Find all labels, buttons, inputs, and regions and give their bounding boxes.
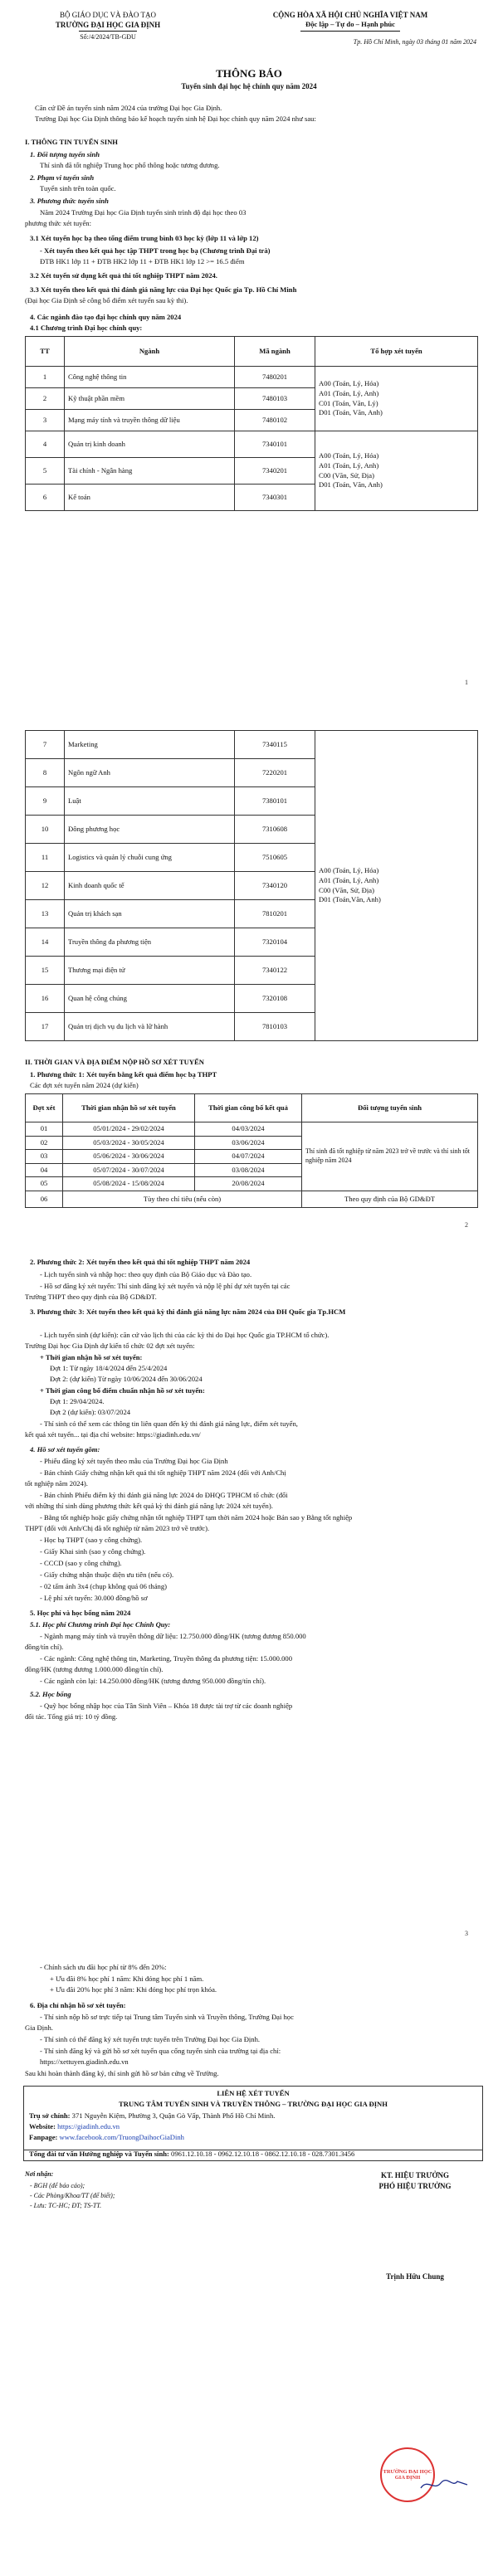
cell-code: 7310608 — [235, 816, 315, 844]
address-item: - Thí sinh có thể đăng ký xét tuyển trực tuyến trên Trường Đại học Gia Định. — [40, 2035, 261, 2043]
doc-item: - Bản chính Phiếu điểm kỳ thi đánh giá năng lực 2024 do ĐHQG TPHCM tổ chức (đối — [40, 1491, 288, 1499]
doc-item: - 02 tấm ảnh 3x4 (chụp không quá 06 tháng) — [40, 1582, 167, 1590]
cell-result: 04/03/2024 — [195, 1122, 302, 1137]
motto-underline — [300, 31, 400, 32]
cell-major: Quan hệ công chúng — [65, 985, 235, 1013]
combo-item: C00 (Văn, Sử, Địa) — [319, 470, 374, 480]
heading-2-2: 2. Phương thức 2: Xét tuyển theo kết quả thi tốt nghiệp THPT năm 2024 — [30, 1258, 251, 1266]
cell-tt: 8 — [26, 759, 65, 787]
cell-major: Quản trị khách sạn — [65, 900, 235, 928]
para-1-3b: phương thức xét tuyển: — [25, 219, 91, 227]
signature-title-1: KT. HIỆU TRƯỞNG — [380, 2171, 450, 2179]
combo-item: D01 (Toán,Văn, Anh) — [319, 895, 381, 904]
contact-fb-label: Fanpage: — [29, 2133, 58, 2141]
ministry-name: BỘ GIÁO DỤC VÀ ĐÀO TẠO — [60, 11, 156, 19]
address-item: - Thí sinh nộp hồ sơ trực tiếp tại Trung tâm Tuyển sinh và Truyền thông, Trường Đại học — [40, 2013, 294, 2021]
table-header-row — [26, 1094, 478, 1122]
method-3-1a: - Xét tuyển theo kết quả học tập THPT trong học bạ (Chương trình Đại trà) — [40, 246, 271, 255]
page-1 — [0, 0, 498, 713]
contact-address-label: Trụ sở chính: — [29, 2111, 71, 2120]
cell-code: 7480201 — [235, 367, 315, 388]
combo-item: D01 (Toán, Văn, Anh) — [319, 480, 383, 489]
majors-table-1 — [25, 336, 478, 511]
cell-round: 04 — [26, 1163, 63, 1177]
contact-org: TRUNG TÂM TUYỂN SINH VÀ TRUYỀN THÔNG – TRƯỜNG ĐẠI HỌC GIA ĐỊNH — [119, 2100, 388, 2108]
col-header-result: Thời gian công bố kết quả — [195, 1094, 302, 1122]
para-2-2c: Trường THPT theo quy định của Bộ GD&ĐT. — [25, 1293, 157, 1301]
scholarship-item-cont: đối tác. Tổng giá trị: 10 tỷ đồng. — [25, 1712, 118, 1721]
page-number-3: 3 — [465, 1930, 468, 1937]
heading-1-1: 1. Đối tượng tuyển sinh — [30, 150, 100, 158]
discount-item: + Ưu đãi 20% học phí 3 năm: Khi đóng học phí trọn khóa. — [50, 1985, 217, 1994]
cell-tt: 2 — [26, 388, 65, 410]
doc-item: - Giấy chứng nhận thuộc diện ưu tiên (nếu có). — [40, 1570, 174, 1579]
cell-major: Quản trị dịch vụ du lịch và lữ hành — [65, 1013, 235, 1041]
cell-result: 03/08/2024 — [195, 1163, 302, 1177]
cell-tt: 13 — [26, 900, 65, 928]
contact-phone: 0961.12.10.18 - 0962.12.10.18 - 0862.12.10.18 - 028.7301.3456 — [171, 2150, 355, 2158]
contact-title: LIÊN HỆ XÉT TUYỂN — [217, 2089, 290, 2097]
doc-item-cont: tốt nghiệp năm 2024). — [25, 1479, 88, 1488]
cell-major: Thương mại điện tử — [65, 957, 235, 985]
para-2-2b: - Hồ sơ đăng ký xét tuyển: Thí sinh đăng ký xét tuyển và nộp lệ phí dự xét tuyển tại các — [40, 1282, 290, 1290]
announce-round-1: Đợt 1: 29/04/2024. — [50, 1397, 105, 1405]
fee-item: - Các ngành còn lại: 14.250.000 đồng/HK (tương đương 950.000 đồng/tín chỉ). — [40, 1677, 266, 1685]
page-3 — [0, 1241, 498, 1946]
contact-address: 371 Nguyễn Kiệm, Phường 3, Quận Gò Vấp, Thành Phố Hồ Chí Minh. — [71, 2111, 276, 2120]
combo-item: D01 (Toán, Văn, Anh) — [319, 408, 383, 417]
doc-item: - Bản chính Giấy chứng nhận kết quả thi tốt nghiệp THPT năm 2024 (đối với Anh/Chị — [40, 1468, 286, 1477]
discount-heading: - Chính sách ưu đãi học phí từ 8% đến 20%: — [40, 1963, 167, 1971]
cell-code: 7340301 — [235, 485, 315, 511]
heading-1-4: 4. Các ngành đào tạo đại học chính quy năm 2024 — [30, 313, 182, 321]
para-2-3c: - Thí sinh có thể xem các thông tin liên quan đến kỳ thi đánh giá năng lực, điểm xét tuyển, — [40, 1419, 298, 1428]
cell-major: Tài chính - Ngân hàng — [65, 458, 235, 485]
doc-item: - Giấy Khai sinh (sao y công chứng). — [40, 1547, 146, 1556]
heading-2-4: 4. Hồ sơ xét tuyển gồm: — [30, 1445, 100, 1454]
cell-receive: 05/01/2024 - 29/02/2024 — [63, 1122, 195, 1137]
page-2 — [0, 713, 498, 1241]
page-number-2: 2 — [465, 1221, 468, 1229]
method-3-3b: (Đại học Gia Định sẽ công bố điểm xét tuyển sau kỳ thi). — [25, 296, 188, 304]
cell-tt: 3 — [26, 410, 65, 431]
para-1-2: Tuyển sinh trên toàn quốc. — [40, 184, 116, 192]
contact-address-line — [29, 2111, 477, 2121]
combo-item: A00 (Toán, Lý, Hóa) — [319, 379, 379, 388]
cell-major: Marketing — [65, 731, 235, 759]
doc-item: - Lệ phí xét tuyển: 30.000 đồng/hồ sơ — [40, 1594, 148, 1602]
combo-item: A01 (Toán, Lý, Anh) — [319, 460, 379, 470]
table-row — [26, 367, 478, 388]
cell-code: 7220201 — [235, 759, 315, 787]
cell-tt: 14 — [26, 928, 65, 957]
national-block — [217, 10, 483, 47]
doc-item: - Bằng tốt nghiệp hoặc giấy chứng nhận tốt nghiệp THPT tạm thời năm 2024 hoặc Bản sao y Bằng tốt nghiệp — [40, 1513, 353, 1522]
signer-name: Trịnh Hữu Chung — [386, 2272, 444, 2281]
intro-line-1: Căn cứ Đề án tuyển sinh năm 2024 của trường Đại học Gia Định. — [35, 104, 222, 112]
cell-code: 7340122 — [235, 957, 315, 985]
doc-item: - CCCD (sao y công chứng). — [40, 1559, 122, 1567]
combo-item: A01 (Toán, Lý, Anh) — [319, 388, 379, 397]
cell-receive: 05/08/2024 - 15/08/2024 — [63, 1177, 195, 1191]
cell-major: Kỹ thuật phần mềm — [65, 388, 235, 410]
intro-line-2: Trường Đại học Gia Định thông báo kế hoạch tuyển sinh hệ Đại học chính quy năm 2024 như sau: — [35, 114, 316, 123]
method-3-1: 3.1 Xét tuyển học bạ theo tổng điểm trung bình 03 học kỳ (lớp 11 và lớp 12) — [30, 234, 259, 242]
cell-round: 05 — [26, 1177, 63, 1191]
cell-code: 7510605 — [235, 844, 315, 872]
table-row — [26, 431, 478, 458]
cell-major: Truyền thông đa phương tiện — [65, 928, 235, 957]
recipient-item: - BGH (để báo cáo); — [30, 2182, 85, 2189]
combo-item: C00 (Văn, Sử, Địa) — [319, 885, 374, 894]
col-header-tt: TT — [26, 337, 65, 367]
cell-combo-group-b — [315, 431, 478, 511]
doc-item-cont: THPT (đối với Anh/Chị đã tốt nghiệp từ năm 2023 trở về trước). — [25, 1524, 210, 1532]
cell-code: 7340201 — [235, 458, 315, 485]
cell-tt: 7 — [26, 731, 65, 759]
official-seal — [380, 2447, 435, 2502]
cell-tt: 10 — [26, 816, 65, 844]
cell-combo-group-c — [315, 731, 478, 1041]
cell-major: Logistics và quản lý chuỗi cung ứng — [65, 844, 235, 872]
cell-tt: 17 — [26, 1013, 65, 1041]
cell-code: 7380101 — [235, 787, 315, 816]
heading-5-2: 5.2. Học bổng — [30, 1690, 71, 1698]
doc-item-cont: với những thí sinh dùng phương thức kết quả kỳ thi đánh giá năng lực 2024 xét tuyển). — [25, 1502, 273, 1510]
contact-phone-line — [29, 2150, 477, 2160]
contact-box — [23, 2086, 483, 2150]
combo-item: A00 (Toán, Lý, Hóa) — [319, 866, 379, 875]
doc-number: Số:/4/2024/TB-GĐU — [80, 33, 136, 41]
recipients-label: Nơi nhận: — [25, 2170, 54, 2178]
col-header-code: Mã ngành — [235, 337, 315, 367]
cell-major: Luật — [65, 787, 235, 816]
heading-2-3: 3. Phương thức 3: Xét tuyển theo kết quả kỳ thi đánh giá năng lực năm 2024 của ĐH Quốc gia Tp.HCM — [30, 1307, 346, 1316]
doc-title: THÔNG BÁO — [216, 67, 282, 80]
heading-5-1: 5.1. Học phí Chương trình Đại học Chính Quy: — [30, 1620, 171, 1629]
method-3-2: 3.2 Xét tuyển sử dụng kết quả thi tốt nghiệp THPT năm 2024. — [30, 271, 217, 280]
cell-code: 7480103 — [235, 388, 315, 410]
combo-item: A00 (Toán, Lý, Hóa) — [319, 451, 379, 460]
signature-title-2: PHÓ HIỆU TRƯỞNG — [378, 2182, 452, 2190]
fee-item: - Ngành mạng máy tính và truyền thông dữ liệu: 12.750.000 đồng/HK (tương đương 850.000 — [40, 1632, 306, 1640]
contact-phone-box — [23, 2149, 483, 2161]
country-name: CỘNG HÒA XÃ HỘI CHỦ NGHĨA VIỆT NAM — [272, 11, 428, 19]
cell-receive: 05/03/2024 - 30/05/2024 — [63, 1136, 195, 1150]
cell-code: 7340120 — [235, 872, 315, 900]
cell-code: 7810201 — [235, 900, 315, 928]
university-name: TRƯỜNG ĐẠI HỌC GIA ĐỊNH — [55, 21, 161, 30]
cell-code: 7340115 — [235, 731, 315, 759]
heading-4-1: 4.1 Chương trình Đại học chính quy: — [30, 324, 143, 332]
receive-round-2: Đợt 2: (dự kiến) Từ ngày 10/06/2024 đến 30/06/2024 — [50, 1375, 203, 1383]
cell-target-b: Theo quy định của Bộ GD&ĐT — [302, 1191, 478, 1207]
cell-tt: 6 — [26, 485, 65, 511]
address-item: - Thí sinh đăng ký và gửi hồ sơ xét tuyển qua cổng tuyển sinh của trường tại địa chỉ: — [40, 2047, 281, 2055]
table-row — [26, 1191, 478, 1207]
method-3-3: 3.3 Xét tuyển theo kết quả thi đánh giá năng lực của Đại học Quốc gia Tp. Hồ Chí Minh — [30, 285, 297, 294]
section-2-heading: II. THỜI GIAN VÀ ĐỊA ĐIỂM NỘP HỒ SƠ XÉT TUYỂN — [25, 1058, 204, 1066]
doc-subtitle: Tuyển sinh đại học hệ chính quy năm 2024 — [181, 82, 317, 90]
table-row — [26, 731, 478, 759]
page-number-1: 1 — [465, 679, 468, 686]
table-header-row — [26, 337, 478, 367]
recipient-item: - Các Phòng/Khoa/TT (để biết); — [30, 2192, 115, 2199]
announce-round-2: Đợt 2 (dự kiến): 03/07/2024 — [50, 1408, 131, 1416]
contact-phone-label: Tổng đài tư vấn Hướng nghiệp và Tuyển sinh: — [29, 2150, 169, 2158]
cell-round: 03 — [26, 1150, 63, 1164]
cell-receive: 05/06/2024 - 30/06/2024 — [63, 1150, 195, 1164]
rounds-table — [25, 1093, 478, 1208]
doc-item: - Học bạ THPT (sao y công chứng). — [40, 1536, 143, 1544]
issuer-underline — [79, 31, 137, 32]
date-line: Tp. Hồ Chí Minh, ngày 03 tháng 01 năm 2024 — [353, 37, 476, 46]
fanpage-link[interactable]: www.facebook.com/TruongDaihocGiaDinh — [59, 2133, 184, 2141]
col-header-major: Ngành — [65, 337, 235, 367]
para-2-3d[interactable]: kết quả xét tuyển... tại địa chỉ website: https://giadinh.edu.vn/ — [25, 1430, 201, 1439]
cell-combo-group-a — [315, 367, 478, 431]
fee-item-cont: đồng/tín chỉ). — [25, 1643, 64, 1651]
cell-tt: 16 — [26, 985, 65, 1013]
national-motto: Độc lập – Tự do – Hạnh phúc — [305, 20, 395, 29]
cell-major: Kế toán — [65, 485, 235, 511]
cell-code: 7810103 — [235, 1013, 315, 1041]
address-note: Sau khi hoàn thành đăng ký, thí sinh gửi hồ sơ bản cứng về Trường. — [25, 2069, 219, 2077]
fee-item-cont: đồng/HK (tương đương 1.000.000 đồng/tín chỉ). — [25, 1665, 164, 1673]
recipient-item: - Lưu: TC-HC; ĐT; TS-TT. — [30, 2202, 102, 2209]
cell-major: Kinh doanh quốc tế — [65, 872, 235, 900]
announce-heading: + Thời gian công bố điểm chuẩn nhận hồ sơ xét tuyển: — [40, 1386, 205, 1395]
cell-tt: 11 — [26, 844, 65, 872]
para-1-3a: Năm 2024 Trường Đại học Gia Định tuyển sinh trình độ đại học theo 03 — [40, 208, 247, 217]
fee-item: - Các ngành: Công nghệ thông tin, Marketing, Truyền thông đa phương tiện: 15.000.000 — [40, 1654, 292, 1663]
handwritten-signature — [419, 2476, 469, 2493]
cell-round: 02 — [26, 1136, 63, 1150]
col-header-combo: Tổ hợp xét tuyển — [315, 337, 478, 367]
combo-item: A01 (Toán, Lý, Anh) — [319, 875, 379, 884]
cell-major: Mạng máy tính và truyền thông dữ liệu — [65, 410, 235, 431]
cell-round: 06 — [26, 1191, 63, 1207]
cell-major: Ngôn ngữ Anh — [65, 759, 235, 787]
cell-code: 7340101 — [235, 431, 315, 458]
cell-tt: 1 — [26, 367, 65, 388]
cell-major: Quản trị kinh doanh — [65, 431, 235, 458]
cell-receive: 05/07/2024 - 30/07/2024 — [63, 1163, 195, 1177]
cell-result: 20/08/2024 — [195, 1177, 302, 1191]
receive-heading: + Thời gian nhận hồ sơ xét tuyển: — [40, 1353, 143, 1361]
para-1-1: Thí sinh đã tốt nghiệp Trung học phổ thông hoặc tương đương. — [40, 161, 220, 169]
combo-item: C01 (Toán, Văn, Lý) — [319, 398, 378, 407]
contact-web-line — [29, 2122, 477, 2132]
issuer-block — [17, 10, 199, 42]
address-item-cont: Gia Định. — [25, 2023, 53, 2032]
cell-receive-merged: Tùy theo chỉ tiêu (nếu còn) — [63, 1191, 302, 1207]
cell-code: 7320104 — [235, 928, 315, 957]
cell-major: Đông phương học — [65, 816, 235, 844]
section-1-heading: I. THÔNG TIN TUYỂN SINH — [25, 138, 118, 146]
table-row — [26, 1122, 478, 1137]
para-2-2a: - Lịch tuyển sinh và nhập học: theo quy định của Bộ Giáo dục và Đào tạo. — [40, 1270, 252, 1278]
para-2-3a: - Lịch tuyển sinh (dự kiến): căn cứ vào lịch thi của các kỳ thi do Đại học Quốc gia TP.HCM tổ chức). — [40, 1331, 330, 1339]
heading-2-5: 5. Học phí và học bổng năm 2024 — [30, 1609, 131, 1617]
cell-round: 01 — [26, 1122, 63, 1137]
col-header-receive: Thời gian nhận hồ sơ xét tuyển — [63, 1094, 195, 1122]
registration-link[interactable]: https://xettuyen.giadinh.edu.vn — [40, 2057, 129, 2066]
para-2-1: Các đợt xét tuyển năm 2024 (dự kiến) — [30, 1081, 139, 1089]
heading-2-1: 1. Phương thức 1: Xét tuyển bằng kết quả điểm học bạ THPT — [30, 1070, 217, 1079]
cell-major: Công nghệ thông tin — [65, 367, 235, 388]
cell-tt: 9 — [26, 787, 65, 816]
contact-web-label: Website: — [29, 2122, 56, 2130]
website-link[interactable]: https://giadinh.edu.vn — [57, 2122, 120, 2130]
seal-text: TRƯỜNG ĐẠI HỌC GIA ĐỊNH — [383, 2468, 432, 2481]
doc-item: - Phiếu đăng ký xét tuyển theo mẫu của Trường Đại học Gia Định — [40, 1457, 228, 1465]
scholarship-item: - Quỹ học bổng nhập học của Tân Sinh Viên – Khóa 18 được tài trợ từ các doanh nghiệp — [40, 1702, 293, 1710]
col-header-round: Đợt xét — [26, 1094, 63, 1122]
contact-fb-line — [29, 2133, 477, 2143]
receive-round-1: Đợt 1: Từ ngày 18/4/2024 đến 25/4/2024 — [50, 1364, 168, 1372]
col-header-target: Đối tượng tuyển sinh — [302, 1094, 478, 1122]
majors-table-2 — [25, 730, 478, 1041]
cell-tt: 4 — [26, 431, 65, 458]
cell-tt: 15 — [26, 957, 65, 985]
cell-result: 04/07/2024 — [195, 1150, 302, 1164]
cell-result: 03/06/2024 — [195, 1136, 302, 1150]
cell-code: 7480102 — [235, 410, 315, 431]
heading-2-6: 6. Địa chỉ nhận hồ sơ xét tuyển: — [30, 2001, 126, 2009]
cell-tt: 5 — [26, 458, 65, 485]
para-2-3b: Trường Đại học Gia Định dự kiến tổ chức 02 đợt xét tuyển: — [25, 1342, 195, 1350]
cell-code: 7320108 — [235, 985, 315, 1013]
discount-item: + Ưu đãi 8% học phí 1 năm: Khi đóng học phí 1 năm. — [50, 1975, 204, 1983]
cell-target-a: Thí sinh đã tốt nghiệp từ năm 2023 trở về trước và thí sinh tốt nghiệp năm 2024 — [302, 1122, 478, 1191]
heading-1-3: 3. Phương thức tuyển sinh — [30, 197, 109, 205]
heading-1-2: 2. Phạm vi tuyển sinh — [30, 173, 95, 182]
cell-tt: 12 — [26, 872, 65, 900]
method-3-1b: ĐTB HK1 lớp 11 + ĐTB HK2 lớp 11 + ĐTB HK1 lớp 12 >= 16.5 điểm — [40, 257, 245, 265]
